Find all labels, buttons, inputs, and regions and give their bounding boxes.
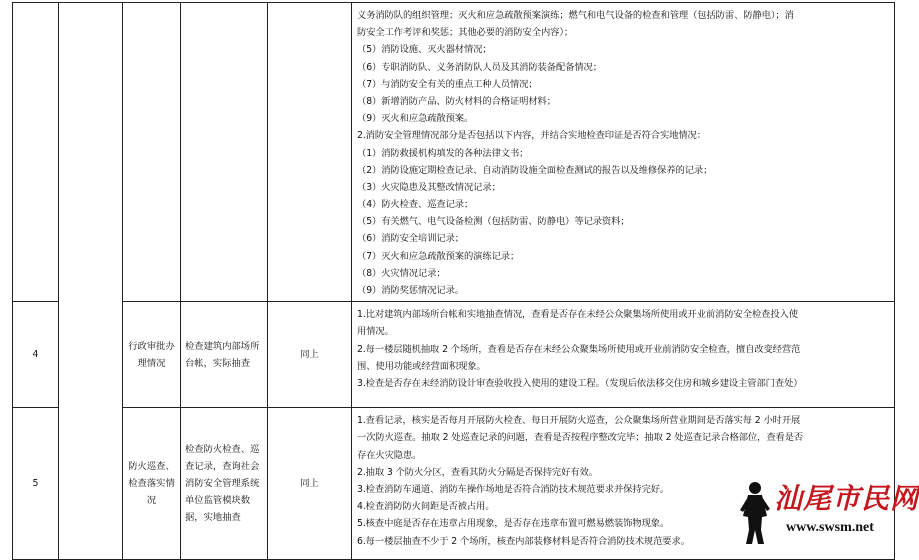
content-line: 2.每一楼层随机抽取 2 个场所，查看是否存在未经公众聚集场所使用或开业前消防安全检查，擅自改变经营范 xyxy=(357,343,801,355)
content-line: （7）灭火和应急疏散预案的演练记录； xyxy=(357,250,520,262)
table-row xyxy=(13,3,895,302)
watermark-url: www.swsm.net xyxy=(786,520,874,535)
content-line: 2.抽取 3 个防火分区，查看其防火分隔是否保持完好有效。 xyxy=(357,466,598,478)
content-line: （5）消防设施、灭火器材情况； xyxy=(357,44,492,56)
content-line: 义务消防队的组织管理；灭火和应急疏散预案演练；燃气和电气设备的检查和管理（包括防雷、防静电）；消 xyxy=(357,10,794,21)
content-line: 3.检查是否存在未经消防设计审查验收投入使用的建设工程。（发现后依法移交住房和城乡建设主管部门查处） xyxy=(357,377,803,389)
watermark-title: 汕尾市民网 xyxy=(774,482,919,515)
item-cell: 行政审批办理情况 xyxy=(123,302,181,408)
basis-cell: 同上 xyxy=(268,408,352,560)
content-cell xyxy=(352,3,895,302)
content-line: 1.查看记录，核实是否每月开展防火检查、每日开展防火巡查，公众聚集场所营业期间是否落实每 2 小时开展 xyxy=(357,415,801,427)
table-row xyxy=(13,302,895,408)
row-number-cell xyxy=(13,3,59,302)
content-line: （2）消防设施定期检查记录、自动消防设施全面检查测试的报告以及维修保养的记录； xyxy=(357,164,713,176)
content-line: （8）火灾情况记录； xyxy=(357,267,446,279)
content-line: 一次防火巡查。抽取 2 处巡查记录的问题，查看是否按程序整改完毕；抽取 2 处巡查记录合格部位，查看是否 xyxy=(357,432,804,444)
site-watermark xyxy=(734,478,919,550)
method-cell: 检查防火检查、巡查记录，查询社会消防安全管理系统单位监管模块数据，实地抽查 xyxy=(181,408,268,560)
category-cell xyxy=(59,3,123,560)
item-cell xyxy=(123,3,181,302)
content-line: 用情况。 xyxy=(357,326,394,338)
row-number-cell: 5 xyxy=(13,408,59,560)
content-line: 3.检查消防车通道、消防车操作场地是否符合消防技术规范要求并保持完好。 xyxy=(357,483,670,495)
method-cell xyxy=(181,3,268,302)
item-cell: 防火巡查、检查落实情况 xyxy=(123,408,181,560)
row-number-cell: 4 xyxy=(13,302,59,408)
content-cell xyxy=(352,302,895,408)
basis-cell: 同上 xyxy=(268,302,352,408)
content-line: 存在火灾隐患。 xyxy=(357,449,422,461)
content-line: 1.比对建筑内部场所台帐和实地抽查情况，查看是否存在未经公众聚集场所使用或开业前消防安全检查投入使 xyxy=(357,309,798,321)
content-line: （7）与消防安全有关的重点工种人员情况； xyxy=(357,78,538,90)
content-line: （8）新增消防产品、防火材料的合格证明材料； xyxy=(357,95,556,107)
content-line: 2.消防安全管理情况部分是否包括以下内容，并结合实地检查印证是否符合实地情况： xyxy=(357,130,706,142)
content-line: （6）消防安全培训记录； xyxy=(357,233,464,245)
content-line: （4）防火检查、巡查记录； xyxy=(357,199,474,211)
content-line: （5）有关燃气、电气设备检测（包括防雷、防静电）等记录资料； xyxy=(357,216,630,228)
content-line: 4.检查消防防火间距是否被占用。 xyxy=(357,501,495,513)
content-line: （3）火灾隐患及其整改情况记录； xyxy=(357,181,501,193)
content-line: 防安全工作考评和奖惩；其他必要的消防安全内容）； xyxy=(357,27,574,39)
content-line: 5.核查中庭是否存在违章占用现象，是否存在违章布置可燃易燃装饰物现象。 xyxy=(357,518,670,530)
content-line: （9）灭火和应急疏散预案。 xyxy=(357,113,474,125)
content-line: （1）消防救援机构填发的各种法律文书； xyxy=(357,147,529,159)
content-line: （9）消防奖惩情况记录。 xyxy=(357,285,464,296)
content-line: 围、使用功能或经营面积现象。 xyxy=(357,360,486,372)
content-line: （6）专职消防队、义务消防队人员及其消防装备配备情况； xyxy=(357,61,602,73)
method-cell: 检查建筑内部场所台帐，实际抽查 xyxy=(181,302,268,408)
silhouette-figure-icon xyxy=(734,480,774,546)
content-line: 6.每一楼层抽查不少于 2 个场所，核查内部装修材料是否符合消防技术规范要求。 xyxy=(357,535,690,547)
basis-cell xyxy=(268,3,352,302)
inspection-table xyxy=(12,2,895,560)
